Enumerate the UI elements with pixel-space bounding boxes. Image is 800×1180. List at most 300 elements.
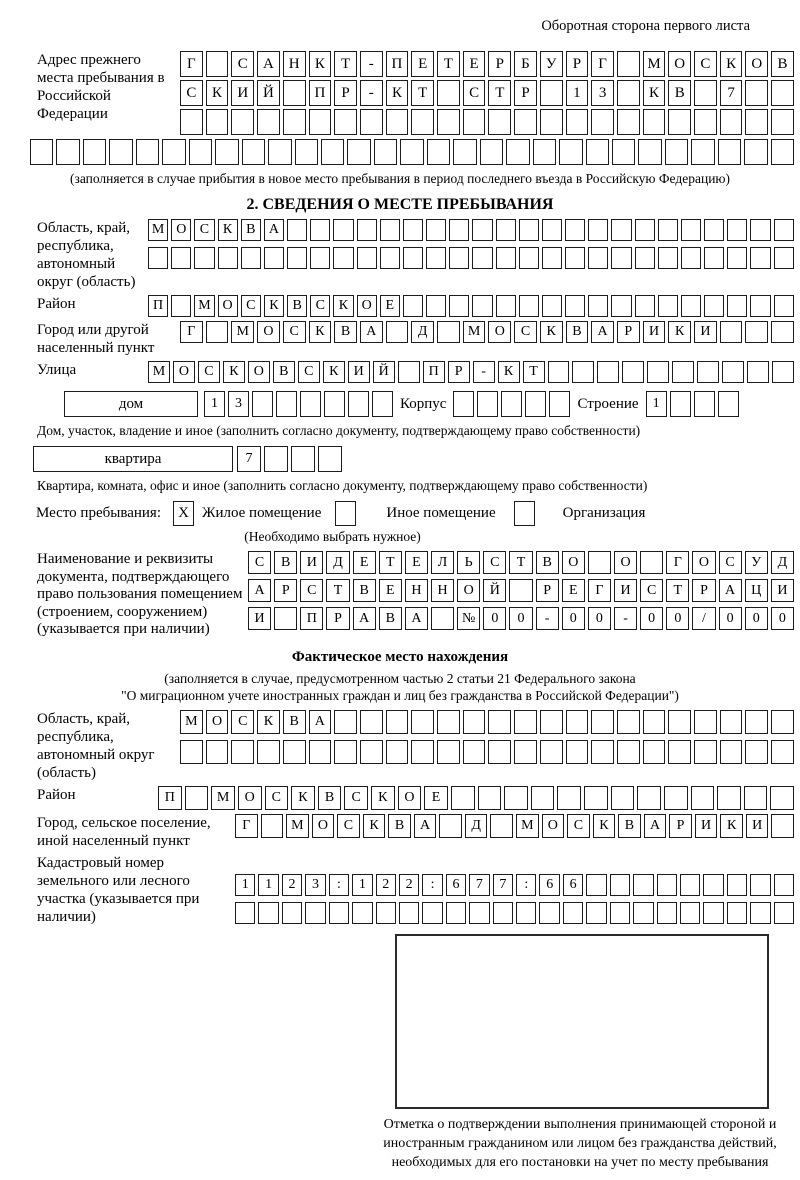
char-box[interactable] bbox=[727, 902, 747, 924]
char-box[interactable] bbox=[488, 109, 511, 135]
char-box[interactable]: С bbox=[567, 814, 590, 838]
char-box[interactable]: - bbox=[360, 80, 383, 106]
char-box[interactable] bbox=[194, 247, 214, 269]
char-box[interactable]: О bbox=[398, 786, 422, 810]
char-box[interactable]: Г bbox=[235, 814, 258, 838]
char-box[interactable]: Т bbox=[326, 579, 349, 602]
char-box[interactable]: С bbox=[194, 219, 214, 241]
char-box[interactable]: К bbox=[291, 786, 315, 810]
char-box[interactable] bbox=[774, 295, 794, 317]
char-box[interactable] bbox=[490, 814, 513, 838]
char-box[interactable]: Д bbox=[326, 551, 349, 574]
residential-checkbox[interactable]: X bbox=[173, 501, 194, 526]
char-box[interactable] bbox=[403, 219, 423, 241]
char-box[interactable] bbox=[566, 740, 589, 764]
char-box[interactable] bbox=[357, 219, 377, 241]
char-box[interactable]: В bbox=[566, 321, 589, 343]
char-box[interactable]: В bbox=[668, 80, 691, 106]
char-box[interactable] bbox=[463, 740, 486, 764]
char-box[interactable]: В bbox=[283, 710, 306, 734]
char-box[interactable]: 2 bbox=[282, 874, 302, 896]
char-box[interactable] bbox=[771, 321, 794, 343]
char-box[interactable] bbox=[109, 139, 132, 165]
char-box[interactable] bbox=[588, 247, 608, 269]
char-box[interactable]: С bbox=[337, 814, 360, 838]
char-box[interactable] bbox=[300, 391, 321, 417]
char-box[interactable] bbox=[640, 551, 663, 574]
char-box[interactable] bbox=[185, 786, 209, 810]
char-box[interactable] bbox=[771, 139, 794, 165]
char-box[interactable] bbox=[333, 247, 353, 269]
char-box[interactable] bbox=[747, 361, 769, 383]
char-box[interactable] bbox=[681, 295, 701, 317]
char-box[interactable]: 3 bbox=[228, 391, 249, 417]
char-box[interactable]: П bbox=[158, 786, 182, 810]
char-box[interactable] bbox=[136, 139, 159, 165]
char-box[interactable] bbox=[426, 247, 446, 269]
char-box[interactable] bbox=[704, 295, 724, 317]
char-box[interactable]: В bbox=[273, 361, 295, 383]
char-box[interactable] bbox=[480, 139, 503, 165]
char-box[interactable] bbox=[496, 295, 516, 317]
char-box[interactable] bbox=[449, 247, 469, 269]
char-box[interactable]: К bbox=[386, 80, 409, 106]
char-box[interactable] bbox=[771, 710, 794, 734]
char-box[interactable] bbox=[771, 109, 794, 135]
char-box[interactable]: С bbox=[180, 80, 203, 106]
char-box[interactable] bbox=[514, 710, 537, 734]
char-box[interactable]: Н bbox=[283, 51, 306, 77]
char-box[interactable] bbox=[750, 219, 770, 241]
char-box[interactable] bbox=[451, 786, 475, 810]
char-box[interactable]: О bbox=[238, 786, 262, 810]
char-box[interactable] bbox=[501, 391, 522, 417]
char-box[interactable] bbox=[472, 295, 492, 317]
char-box[interactable]: И bbox=[771, 579, 794, 602]
char-box[interactable] bbox=[257, 109, 280, 135]
char-box[interactable] bbox=[718, 139, 741, 165]
char-box[interactable] bbox=[283, 109, 306, 135]
char-box[interactable]: В bbox=[536, 551, 559, 574]
char-box[interactable] bbox=[386, 710, 409, 734]
char-box[interactable] bbox=[496, 219, 516, 241]
char-box[interactable]: 3 bbox=[591, 80, 614, 106]
char-box[interactable] bbox=[189, 139, 212, 165]
char-box[interactable]: С bbox=[483, 551, 506, 574]
char-box[interactable]: Р bbox=[692, 579, 715, 602]
char-box[interactable] bbox=[463, 710, 486, 734]
char-box[interactable]: С bbox=[298, 361, 320, 383]
char-box[interactable]: А bbox=[309, 710, 332, 734]
char-box[interactable]: Д bbox=[465, 814, 488, 838]
char-box[interactable] bbox=[727, 295, 747, 317]
char-box[interactable] bbox=[694, 80, 717, 106]
char-box[interactable]: А bbox=[353, 607, 376, 630]
char-box[interactable] bbox=[633, 874, 653, 896]
char-box[interactable]: В bbox=[287, 295, 307, 317]
char-box[interactable]: В bbox=[379, 607, 402, 630]
char-box[interactable]: С bbox=[514, 321, 537, 343]
char-box[interactable] bbox=[258, 902, 278, 924]
char-box[interactable] bbox=[637, 786, 661, 810]
char-box[interactable] bbox=[309, 740, 332, 764]
char-box[interactable]: Д bbox=[771, 551, 794, 574]
char-box[interactable] bbox=[333, 219, 353, 241]
char-box[interactable] bbox=[516, 902, 536, 924]
char-box[interactable]: А bbox=[360, 321, 383, 343]
char-box[interactable] bbox=[588, 295, 608, 317]
char-box[interactable]: В bbox=[241, 219, 261, 241]
char-box[interactable]: : bbox=[516, 874, 536, 896]
char-box[interactable] bbox=[727, 219, 747, 241]
char-box[interactable]: 0 bbox=[509, 607, 532, 630]
char-box[interactable]: П bbox=[309, 80, 332, 106]
char-box[interactable] bbox=[347, 139, 370, 165]
char-box[interactable]: И bbox=[248, 607, 271, 630]
char-box[interactable] bbox=[493, 902, 513, 924]
char-box[interactable] bbox=[411, 710, 434, 734]
char-box[interactable] bbox=[380, 219, 400, 241]
char-box[interactable]: С bbox=[198, 361, 220, 383]
char-box[interactable] bbox=[411, 109, 434, 135]
char-box[interactable] bbox=[664, 786, 688, 810]
char-box[interactable] bbox=[162, 139, 185, 165]
char-box[interactable] bbox=[539, 902, 559, 924]
char-box[interactable] bbox=[242, 139, 265, 165]
char-box[interactable] bbox=[437, 710, 460, 734]
char-box[interactable] bbox=[668, 710, 691, 734]
char-box[interactable] bbox=[386, 321, 409, 343]
char-box[interactable]: Е bbox=[353, 551, 376, 574]
char-box[interactable] bbox=[658, 219, 678, 241]
char-box[interactable]: Л bbox=[431, 551, 454, 574]
char-box[interactable] bbox=[643, 109, 666, 135]
char-box[interactable] bbox=[446, 902, 466, 924]
char-box[interactable]: Е bbox=[463, 51, 486, 77]
char-box[interactable]: С bbox=[265, 786, 289, 810]
char-box[interactable] bbox=[206, 740, 229, 764]
char-box[interactable] bbox=[295, 139, 318, 165]
char-box[interactable] bbox=[584, 786, 608, 810]
char-box[interactable] bbox=[658, 295, 678, 317]
char-box[interactable]: А bbox=[405, 607, 428, 630]
char-box[interactable] bbox=[772, 361, 794, 383]
char-box[interactable] bbox=[403, 295, 423, 317]
char-box[interactable] bbox=[697, 361, 719, 383]
char-box[interactable] bbox=[180, 109, 203, 135]
char-box[interactable] bbox=[691, 139, 714, 165]
char-box[interactable]: И bbox=[694, 321, 717, 343]
char-box[interactable]: 1 bbox=[352, 874, 372, 896]
char-box[interactable] bbox=[287, 247, 307, 269]
char-box[interactable]: О bbox=[312, 814, 335, 838]
char-box[interactable]: Е bbox=[411, 51, 434, 77]
char-box[interactable] bbox=[453, 139, 476, 165]
char-box[interactable] bbox=[617, 80, 640, 106]
char-box[interactable]: : bbox=[329, 874, 349, 896]
char-box[interactable]: С bbox=[463, 80, 486, 106]
char-box[interactable]: В bbox=[318, 786, 342, 810]
char-box[interactable]: И bbox=[300, 551, 323, 574]
char-box[interactable] bbox=[717, 786, 741, 810]
char-box[interactable] bbox=[658, 247, 678, 269]
char-box[interactable] bbox=[180, 740, 203, 764]
char-box[interactable]: О bbox=[218, 295, 238, 317]
char-box[interactable] bbox=[635, 219, 655, 241]
char-box[interactable]: 7 bbox=[720, 80, 743, 106]
char-box[interactable] bbox=[453, 391, 474, 417]
char-box[interactable]: П bbox=[386, 51, 409, 77]
char-box[interactable] bbox=[611, 247, 631, 269]
char-box[interactable] bbox=[611, 219, 631, 241]
char-box[interactable] bbox=[668, 109, 691, 135]
char-box[interactable]: Й bbox=[257, 80, 280, 106]
char-box[interactable] bbox=[386, 109, 409, 135]
char-box[interactable] bbox=[774, 219, 794, 241]
char-box[interactable] bbox=[549, 391, 570, 417]
char-box[interactable] bbox=[720, 710, 743, 734]
char-box[interactable] bbox=[691, 786, 715, 810]
char-box[interactable] bbox=[472, 247, 492, 269]
char-box[interactable]: / bbox=[692, 607, 715, 630]
char-box[interactable] bbox=[506, 139, 529, 165]
char-box[interactable] bbox=[657, 902, 677, 924]
char-box[interactable]: Й bbox=[483, 579, 506, 602]
char-box[interactable] bbox=[30, 139, 53, 165]
char-box[interactable] bbox=[525, 391, 546, 417]
char-box[interactable] bbox=[557, 786, 581, 810]
char-box[interactable]: К bbox=[223, 361, 245, 383]
char-box[interactable]: Й bbox=[373, 361, 395, 383]
char-box[interactable]: Т bbox=[334, 51, 357, 77]
house-type-box[interactable]: дом bbox=[64, 391, 198, 417]
char-box[interactable] bbox=[519, 219, 539, 241]
char-box[interactable]: М bbox=[643, 51, 666, 77]
char-box[interactable] bbox=[321, 139, 344, 165]
char-box[interactable] bbox=[744, 786, 768, 810]
char-box[interactable] bbox=[774, 874, 794, 896]
char-box[interactable]: Е bbox=[405, 551, 428, 574]
char-box[interactable] bbox=[750, 874, 770, 896]
char-box[interactable]: С bbox=[248, 551, 271, 574]
char-box[interactable] bbox=[720, 740, 743, 764]
char-box[interactable] bbox=[591, 710, 614, 734]
char-box[interactable] bbox=[472, 219, 492, 241]
char-box[interactable]: И bbox=[695, 814, 718, 838]
char-box[interactable]: Е bbox=[380, 295, 400, 317]
apartment-type-box[interactable]: квартира bbox=[33, 446, 233, 472]
char-box[interactable]: С bbox=[241, 295, 261, 317]
char-box[interactable]: К bbox=[333, 295, 353, 317]
char-box[interactable] bbox=[509, 579, 532, 602]
char-box[interactable]: К bbox=[643, 80, 666, 106]
char-box[interactable] bbox=[694, 710, 717, 734]
char-box[interactable] bbox=[374, 139, 397, 165]
char-box[interactable]: Р bbox=[669, 814, 692, 838]
char-box[interactable] bbox=[360, 109, 383, 135]
char-box[interactable]: О bbox=[257, 321, 280, 343]
char-box[interactable] bbox=[665, 139, 688, 165]
char-box[interactable] bbox=[398, 361, 420, 383]
char-box[interactable]: С bbox=[231, 51, 254, 77]
char-box[interactable] bbox=[770, 786, 794, 810]
char-box[interactable]: Р bbox=[514, 80, 537, 106]
char-box[interactable]: И bbox=[614, 579, 637, 602]
char-box[interactable]: К bbox=[257, 710, 280, 734]
char-box[interactable] bbox=[519, 295, 539, 317]
char-box[interactable] bbox=[720, 109, 743, 135]
char-box[interactable] bbox=[745, 740, 768, 764]
char-box[interactable] bbox=[540, 80, 563, 106]
char-box[interactable]: К bbox=[371, 786, 395, 810]
char-box[interactable] bbox=[572, 361, 594, 383]
char-box[interactable] bbox=[318, 446, 342, 472]
char-box[interactable] bbox=[720, 321, 743, 343]
char-box[interactable]: Р bbox=[566, 51, 589, 77]
char-box[interactable] bbox=[617, 109, 640, 135]
char-box[interactable] bbox=[610, 874, 630, 896]
char-box[interactable]: 2 bbox=[399, 874, 419, 896]
char-box[interactable]: И bbox=[348, 361, 370, 383]
char-box[interactable]: Е bbox=[379, 579, 402, 602]
char-box[interactable]: О bbox=[488, 321, 511, 343]
char-box[interactable]: А bbox=[644, 814, 667, 838]
char-box[interactable] bbox=[533, 139, 556, 165]
char-box[interactable] bbox=[611, 295, 631, 317]
char-box[interactable]: В bbox=[771, 51, 794, 77]
char-box[interactable] bbox=[310, 219, 330, 241]
char-box[interactable] bbox=[722, 361, 744, 383]
char-box[interactable] bbox=[771, 80, 794, 106]
char-box[interactable] bbox=[257, 740, 280, 764]
char-box[interactable] bbox=[218, 247, 238, 269]
char-box[interactable] bbox=[231, 109, 254, 135]
char-box[interactable] bbox=[231, 740, 254, 764]
char-box[interactable] bbox=[566, 710, 589, 734]
char-box[interactable] bbox=[291, 446, 315, 472]
char-box[interactable]: К bbox=[363, 814, 386, 838]
char-box[interactable]: 3 bbox=[305, 874, 325, 896]
char-box[interactable]: А bbox=[719, 579, 742, 602]
char-box[interactable] bbox=[504, 786, 528, 810]
char-box[interactable]: Г bbox=[180, 321, 203, 343]
char-box[interactable] bbox=[478, 786, 502, 810]
char-box[interactable]: А bbox=[591, 321, 614, 343]
char-box[interactable] bbox=[670, 391, 691, 417]
char-box[interactable] bbox=[586, 874, 606, 896]
char-box[interactable]: О bbox=[745, 51, 768, 77]
char-box[interactable] bbox=[426, 219, 446, 241]
char-box[interactable]: В bbox=[618, 814, 641, 838]
char-box[interactable]: Т bbox=[488, 80, 511, 106]
char-box[interactable] bbox=[427, 139, 450, 165]
char-box[interactable]: О bbox=[248, 361, 270, 383]
char-box[interactable]: С bbox=[694, 51, 717, 77]
char-box[interactable]: Р bbox=[617, 321, 640, 343]
char-box[interactable]: Т bbox=[523, 361, 545, 383]
char-box[interactable]: Г bbox=[180, 51, 203, 77]
char-box[interactable]: У bbox=[745, 551, 768, 574]
char-box[interactable] bbox=[310, 247, 330, 269]
char-box[interactable]: Т bbox=[379, 551, 402, 574]
char-box[interactable] bbox=[591, 109, 614, 135]
char-box[interactable] bbox=[334, 109, 357, 135]
char-box[interactable] bbox=[612, 139, 635, 165]
char-box[interactable]: В bbox=[353, 579, 376, 602]
char-box[interactable] bbox=[704, 219, 724, 241]
char-box[interactable]: С bbox=[344, 786, 368, 810]
char-box[interactable] bbox=[744, 139, 767, 165]
char-box[interactable]: М bbox=[211, 786, 235, 810]
char-box[interactable] bbox=[287, 219, 307, 241]
char-box[interactable] bbox=[83, 139, 106, 165]
char-box[interactable]: К bbox=[593, 814, 616, 838]
char-box[interactable] bbox=[610, 902, 630, 924]
char-box[interactable]: 0 bbox=[666, 607, 689, 630]
char-box[interactable]: 1 bbox=[258, 874, 278, 896]
char-box[interactable] bbox=[597, 361, 619, 383]
char-box[interactable]: Р bbox=[488, 51, 511, 77]
char-box[interactable] bbox=[727, 874, 747, 896]
char-box[interactable] bbox=[329, 902, 349, 924]
char-box[interactable]: Р bbox=[326, 607, 349, 630]
char-box[interactable] bbox=[519, 247, 539, 269]
char-box[interactable] bbox=[403, 247, 423, 269]
char-box[interactable]: - bbox=[360, 51, 383, 77]
char-box[interactable] bbox=[264, 446, 288, 472]
other-premises-checkbox[interactable] bbox=[335, 501, 356, 526]
char-box[interactable]: 0 bbox=[640, 607, 663, 630]
char-box[interactable] bbox=[681, 219, 701, 241]
char-box[interactable]: 0 bbox=[483, 607, 506, 630]
char-box[interactable] bbox=[617, 51, 640, 77]
char-box[interactable]: № bbox=[457, 607, 480, 630]
char-box[interactable]: Р bbox=[274, 579, 297, 602]
char-box[interactable]: К bbox=[720, 51, 743, 77]
char-box[interactable]: 0 bbox=[771, 607, 794, 630]
char-box[interactable] bbox=[477, 391, 498, 417]
char-box[interactable] bbox=[334, 710, 357, 734]
char-box[interactable] bbox=[617, 710, 640, 734]
char-box[interactable] bbox=[360, 710, 383, 734]
char-box[interactable]: О bbox=[542, 814, 565, 838]
char-box[interactable] bbox=[565, 247, 585, 269]
char-box[interactable]: С bbox=[310, 295, 330, 317]
char-box[interactable]: Р bbox=[448, 361, 470, 383]
char-box[interactable]: Т bbox=[509, 551, 532, 574]
char-box[interactable] bbox=[694, 740, 717, 764]
char-box[interactable] bbox=[588, 551, 611, 574]
char-box[interactable] bbox=[56, 139, 79, 165]
char-box[interactable] bbox=[449, 219, 469, 241]
char-box[interactable] bbox=[283, 80, 306, 106]
char-box[interactable]: - bbox=[536, 607, 559, 630]
char-box[interactable]: К bbox=[309, 321, 332, 343]
char-box[interactable] bbox=[283, 740, 306, 764]
char-box[interactable]: В bbox=[274, 551, 297, 574]
char-box[interactable]: И bbox=[231, 80, 254, 106]
char-box[interactable]: А bbox=[264, 219, 284, 241]
char-box[interactable]: Р bbox=[536, 579, 559, 602]
char-box[interactable]: Е bbox=[424, 786, 448, 810]
char-box[interactable] bbox=[305, 902, 325, 924]
char-box[interactable]: 1 bbox=[646, 391, 667, 417]
char-box[interactable]: О bbox=[357, 295, 377, 317]
char-box[interactable] bbox=[514, 740, 537, 764]
char-box[interactable] bbox=[514, 109, 537, 135]
char-box[interactable] bbox=[591, 740, 614, 764]
char-box[interactable] bbox=[437, 740, 460, 764]
